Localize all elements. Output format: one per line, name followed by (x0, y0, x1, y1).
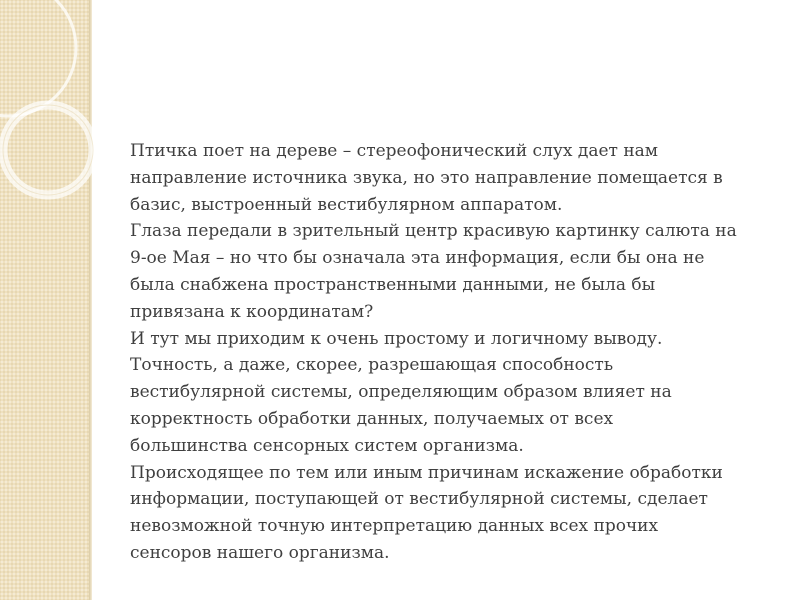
body-line: невозможной точную интерпретацию данных всех прочих (130, 516, 659, 537)
body-line: информации, поступающей от вестибулярной системы, сделает (130, 489, 708, 510)
body-line: Птичка поет на дереве – стереофонический слух дает нам (130, 141, 659, 161)
body-line: была снабжена пространственными данными, не была бы (130, 274, 656, 295)
body-line: Происходящее по тем или иным причинам искажение обработки (130, 462, 723, 483)
body-line: И тут мы приходим к очень простому и логичному выводу. (130, 328, 663, 349)
panel-edge-divider (89, 0, 92, 600)
body-line: 9-ое Мая – но что бы означала эта информация, если бы она не (130, 248, 705, 269)
body-line: направление источника звука, но это направление помещается в (130, 167, 723, 188)
body-line: большинства сенсорных систем организма. (130, 435, 524, 456)
body-line: базис, выстроенный вестибулярном аппаратом. (130, 194, 563, 215)
body-line: корректность обработки данных, получаемых от всех (130, 408, 614, 429)
body-line: привязана к координатам? (130, 301, 374, 322)
body-line: вестибулярной системы, определяющим образом влияет на (130, 382, 672, 403)
body-line: Глаза передали в зрительный центр красивую картинку салюта на (130, 221, 737, 242)
body-line: сенсоров нашего организма. (130, 542, 390, 563)
slide-body-text (130, 138, 770, 567)
body-line: Точность, а даже, скорее, разрешающая способность (130, 355, 614, 376)
decorative-side-panel (0, 0, 89, 600)
